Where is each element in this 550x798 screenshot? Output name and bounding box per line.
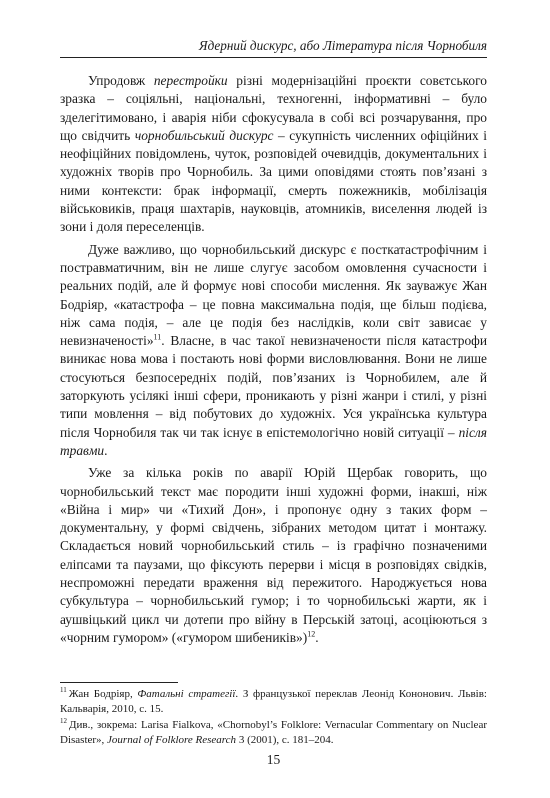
- footnote: $^{11}$ Жан Бодріяр, Фатальні стратегії. З французької переклав Леонід Кононович. Львів: Кальварія, 2010, с. 15.: [60, 686, 487, 715]
- emphasized-term: після травми: [60, 424, 487, 458]
- header-rule: [60, 57, 487, 58]
- page-number: 15: [266, 752, 281, 767]
- paragraph: Уже за кілька років по аварії Юрій Щербак говорить, що чорнобильський текст має породити інші художні форми, інакші, ніж «Війна і мир» чи «Тихий Дон», і пропонує одну з таких форм – документальну, у формі свідчень, зібраних методом цитат і монтажу. Складається новий чорнобильський стиль – із графічно позначеними еліпсами та паузами, що фіксують перерви і місця в розповідях свідків, неспроможні передати враження від пережитого. Народжується нова субкультура – чорнобильський гумор; і то чорнобильські жарти, як і аушвіцький цикл чи дотепи про війну в Перській затоці, асоціюються з «чорним гумором» («гумором шибеників»)$^{12}$.: [60, 465, 487, 645]
- footnote-reference[interactable]: 11: [153, 332, 162, 342]
- emphasized-term: чорнобильський дискурс: [134, 127, 274, 143]
- paragraph: Упродовж перестройки різні модернізаційні проєкти совєтського зразка – соціяльні, національні, техногенні, інформативні – було зделегітимовано, і аварія ніби сфокусувала в собі всі розчарування, про що свідчить чорнобильський дискурс – сукупність численних офіційних і неофіційних повідомлень, чуток, розповідей очевидців, документальних і художніх творів про Чорнобиль. За цими оповідями стоять пов’язані з ними контексти: брак інформації, смерть пожежників, мобілізація військовиків, праця шахтарів, науковців, атомників, виселення людей із зони і доля переселенців.: [60, 73, 487, 235]
- footnotes: [60, 687, 487, 749]
- footnote-reference[interactable]: 12: [307, 629, 316, 639]
- footnote-number: 12: [60, 717, 67, 726]
- cited-title: Journal of Folklore Research: [107, 733, 237, 746]
- footnote-number: 11: [60, 686, 67, 695]
- emphasized-term: перестройки: [153, 73, 228, 88]
- footnote-rule: [60, 682, 178, 683]
- footnote: $^{12}$ Див., зокрема: Larisa Fialkova, «Chornobyl’s Folklore: Vernacular Commentary on Nuclear Disaster», Journal of Folklore Research 3 (2001), с. 181–204.: [60, 717, 487, 746]
- running-header: Ядерний дискурс, або Література після Чорнобиля: [198, 38, 487, 53]
- paragraph: Дуже важливо, що чорнобильський дискурс є посткатастрофічним і постравматичним, він не лише слугує засобом омовлення сучасности і реальних подій, але й формує нові способи мислення. Як зауважує Жан Бодріяр, «катастрофа – це повна максимальна подія, ще більш подієва, ніж сама подія, – але це подія без наслідків, коли світ зависає у невизначеності»$^{11}$. Власне, в час такої невизначености після катастрофи виникає нова мова і постають нові форми висловлювання. Вони не лише стосуються безпосередніх подій, пов’язаних із Чорнобилем, але й заторкують усілякі інші сфери, проникають у різні жанри і стилі, у різні типи мовлення – від побутових до художніх. Уся українська культура після Чорнобиля так чи так існує в епістемологічно новій ситуації – після травми.: [60, 241, 487, 458]
- main-text: [60, 72, 487, 651]
- cited-title: Фатальні стратегії: [137, 688, 236, 700]
